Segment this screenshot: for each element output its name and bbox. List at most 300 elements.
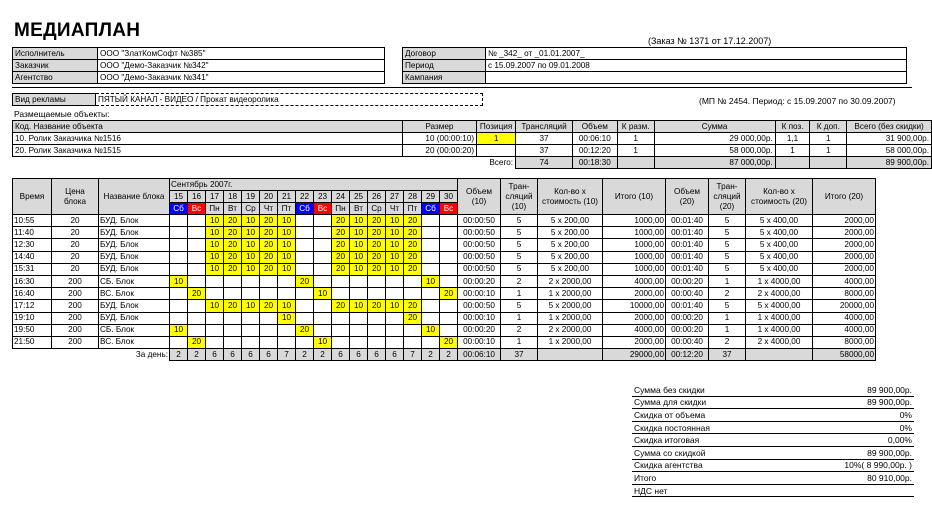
day-cell bbox=[296, 336, 314, 348]
day-total: 2 bbox=[440, 349, 458, 361]
day-cell bbox=[206, 336, 224, 348]
volume-10: 00:00:50 bbox=[458, 215, 501, 227]
qty-cost-20: 5 x 400,00 bbox=[746, 251, 813, 263]
day-number: 20 bbox=[260, 191, 278, 203]
party-label: Заказчик bbox=[13, 60, 98, 72]
total-10: 2000,00 bbox=[603, 312, 666, 324]
objects-total-volume: 00:18:30 bbox=[572, 157, 617, 169]
qty-cost-20: 5 x 400,00 bbox=[746, 215, 813, 227]
row-price: 20 bbox=[52, 239, 99, 251]
day-cell: 20 bbox=[188, 288, 206, 300]
broadcasts-20: 5 bbox=[709, 215, 746, 227]
day-cell: 20 bbox=[368, 263, 386, 275]
day-cell bbox=[404, 288, 422, 300]
total-10: 2000,00 bbox=[603, 288, 666, 300]
day-number: 24 bbox=[332, 191, 350, 203]
day-cell bbox=[314, 312, 332, 324]
day-cell: 10 bbox=[278, 251, 296, 263]
row-time: 19:50 bbox=[13, 324, 52, 336]
broadcasts-20: 1 bbox=[709, 275, 746, 287]
summary-value: 0% bbox=[786, 409, 914, 422]
row-time: 10:55 bbox=[13, 215, 52, 227]
day-cell bbox=[404, 275, 422, 287]
day-cell bbox=[296, 288, 314, 300]
qty-cost-10: 1 x 2000,00 bbox=[538, 288, 603, 300]
schedule-row bbox=[13, 312, 876, 324]
total-10: 1000,00 bbox=[603, 215, 666, 227]
total-volume-20: 00:12:20 bbox=[666, 349, 709, 361]
day-cell: 10 bbox=[278, 239, 296, 251]
object-row bbox=[13, 133, 932, 145]
day-cell bbox=[422, 263, 440, 275]
day-cell: 20 bbox=[404, 263, 422, 275]
weekday: Пт bbox=[404, 203, 422, 215]
summary-value: 89 900,00р. bbox=[786, 396, 914, 409]
day-cell bbox=[422, 336, 440, 348]
schedule-row bbox=[13, 263, 876, 275]
volume-20: 00:00:20 bbox=[666, 324, 709, 336]
day-cell bbox=[242, 324, 260, 336]
row-time: 19:10 bbox=[13, 312, 52, 324]
day-cell: 20 bbox=[368, 227, 386, 239]
summary-label: НДС нет bbox=[632, 484, 786, 497]
schedule-row bbox=[13, 227, 876, 239]
schedule-row bbox=[13, 324, 876, 336]
day-cell: 10 bbox=[350, 227, 368, 239]
day-cell bbox=[332, 312, 350, 324]
tail-header: Объем (20) bbox=[666, 179, 709, 215]
day-cell bbox=[278, 336, 296, 348]
day-cell bbox=[350, 336, 368, 348]
volume-20: 00:00:20 bbox=[666, 312, 709, 324]
object-volume: 00:06:10 bbox=[572, 133, 617, 145]
qty-cost-20: 2 x 4000,00 bbox=[746, 288, 813, 300]
broadcasts-20: 2 bbox=[709, 288, 746, 300]
day-cell: 10 bbox=[242, 227, 260, 239]
day-cell bbox=[224, 324, 242, 336]
object-name: 10. Ролик Заказчика №1516 bbox=[13, 133, 403, 145]
day-cell bbox=[296, 239, 314, 251]
day-cell: 20 bbox=[368, 300, 386, 312]
day-cell: 20 bbox=[440, 288, 458, 300]
volume-10: 00:00:50 bbox=[458, 227, 501, 239]
object-size: 20 (00:00:20) bbox=[402, 145, 476, 157]
day-cell: 20 bbox=[368, 239, 386, 251]
total-volume-10: 00:06:10 bbox=[458, 349, 501, 361]
day-cell bbox=[278, 288, 296, 300]
row-price: 20 bbox=[52, 251, 99, 263]
tail-header: Кол-во х стоимость (20) bbox=[746, 179, 813, 215]
summary-label: Сумма без скидки bbox=[632, 384, 786, 396]
day-cell bbox=[170, 263, 188, 275]
schedule-row bbox=[13, 336, 876, 348]
day-cell bbox=[368, 275, 386, 287]
day-cell bbox=[188, 324, 206, 336]
contract-label: Кампания bbox=[403, 72, 486, 84]
day-total: 2 bbox=[422, 349, 440, 361]
day-cell: 10 bbox=[350, 239, 368, 251]
row-time: 14:40 bbox=[13, 251, 52, 263]
day-cell: 10 bbox=[242, 263, 260, 275]
day-total: 7 bbox=[404, 349, 422, 361]
day-cell: 10 bbox=[386, 300, 404, 312]
day-cell bbox=[188, 275, 206, 287]
volume-10: 00:00:10 bbox=[458, 288, 501, 300]
day-cell: 10 bbox=[278, 263, 296, 275]
schedule-row bbox=[13, 300, 876, 312]
weekday: Вт bbox=[350, 203, 368, 215]
volume-20: 00:01:40 bbox=[666, 215, 709, 227]
day-cell bbox=[260, 336, 278, 348]
object-total: 58 000,00р. bbox=[847, 145, 932, 157]
row-price: 20 bbox=[52, 227, 99, 239]
row-time: 21:50 bbox=[13, 336, 52, 348]
summary-row bbox=[632, 409, 914, 422]
day-cell bbox=[188, 300, 206, 312]
day-cell: 20 bbox=[296, 324, 314, 336]
broadcasts-20: 5 bbox=[709, 227, 746, 239]
summary-value bbox=[786, 484, 914, 497]
weekday: Пн bbox=[332, 203, 350, 215]
day-cell: 10 bbox=[350, 263, 368, 275]
col-header: Код. Название объекта bbox=[13, 121, 403, 133]
tail-header: Тран-сляций (20) bbox=[709, 179, 746, 215]
day-cell: 20 bbox=[332, 251, 350, 263]
day-cell: 20 bbox=[404, 312, 422, 324]
volume-20: 00:00:40 bbox=[666, 288, 709, 300]
object-sum: 29 000,00р. bbox=[654, 133, 775, 145]
day-cell: 20 bbox=[260, 300, 278, 312]
row-block: БУД. Блок bbox=[99, 263, 170, 275]
parties-table bbox=[12, 47, 385, 84]
day-cell bbox=[170, 215, 188, 227]
schedule-grid bbox=[12, 178, 876, 361]
weekday: Сб bbox=[296, 203, 314, 215]
day-cell bbox=[386, 275, 404, 287]
volume-10: 00:00:10 bbox=[458, 336, 501, 348]
day-cell: 20 bbox=[404, 300, 422, 312]
contract-label: Договор bbox=[403, 48, 486, 60]
day-cell: 10 bbox=[206, 239, 224, 251]
broadcasts-20: 1 bbox=[709, 324, 746, 336]
day-cell bbox=[224, 275, 242, 287]
day-number: 25 bbox=[350, 191, 368, 203]
day-cell: 20 bbox=[260, 263, 278, 275]
col-header: Позиция bbox=[477, 121, 516, 133]
day-cell: 20 bbox=[224, 215, 242, 227]
qty-cost-10: 2 x 2000,00 bbox=[538, 324, 603, 336]
day-cell bbox=[314, 324, 332, 336]
day-cell bbox=[278, 324, 296, 336]
day-cell bbox=[440, 275, 458, 287]
day-cell: 10 bbox=[386, 215, 404, 227]
row-time: 15:31 bbox=[13, 263, 52, 275]
day-cell bbox=[296, 300, 314, 312]
day-total: 6 bbox=[206, 349, 224, 361]
day-cell bbox=[224, 312, 242, 324]
summary-value: 0,00% bbox=[786, 434, 914, 447]
weekday: Пт bbox=[278, 203, 296, 215]
party-value: ООО "Демо-Заказчик №342" bbox=[98, 60, 385, 72]
total-20: 2000,00 bbox=[813, 227, 876, 239]
day-cell bbox=[170, 336, 188, 348]
broadcasts-10: 5 bbox=[501, 263, 538, 275]
objects-total-sum: 87 000,00р. bbox=[654, 157, 775, 169]
day-number: 27 bbox=[386, 191, 404, 203]
object-broadcasts: 37 bbox=[516, 145, 573, 157]
day-cell: 20 bbox=[368, 251, 386, 263]
schedule-row bbox=[13, 239, 876, 251]
day-cell: 10 bbox=[206, 300, 224, 312]
weekday: Пн bbox=[206, 203, 224, 215]
day-cell bbox=[422, 288, 440, 300]
day-cell: 10 bbox=[314, 336, 332, 348]
day-cell: 10 bbox=[386, 239, 404, 251]
volume-10: 00:00:20 bbox=[458, 324, 501, 336]
day-number: 29 bbox=[422, 191, 440, 203]
row-price: 200 bbox=[52, 336, 99, 348]
day-cell: 10 bbox=[386, 263, 404, 275]
summary-label: Сумма для скидки bbox=[632, 396, 786, 409]
row-block: СБ. Блок bbox=[99, 275, 170, 287]
day-cell: 20 bbox=[404, 239, 422, 251]
objects-total-row bbox=[13, 157, 932, 169]
ad-type-row bbox=[12, 93, 483, 106]
day-cell: 10 bbox=[170, 324, 188, 336]
total-20: 2000,00 bbox=[813, 215, 876, 227]
row-price: 20 bbox=[52, 263, 99, 275]
col-header: К поз. bbox=[775, 121, 810, 133]
weekday: Вт bbox=[224, 203, 242, 215]
day-cell: 10 bbox=[314, 288, 332, 300]
object-kpos: 1 bbox=[775, 145, 810, 157]
day-cell bbox=[314, 263, 332, 275]
day-cell bbox=[332, 288, 350, 300]
row-price: 200 bbox=[52, 312, 99, 324]
day-cell: 10 bbox=[278, 227, 296, 239]
total-20: 4000,00 bbox=[813, 324, 876, 336]
col-header: Трансляций bbox=[516, 121, 573, 133]
object-position: 1 bbox=[477, 133, 516, 145]
day-total: 6 bbox=[242, 349, 260, 361]
broadcasts-10: 5 bbox=[501, 239, 538, 251]
day-cell bbox=[386, 324, 404, 336]
row-time: 11:40 bbox=[13, 227, 52, 239]
day-cell bbox=[260, 275, 278, 287]
total-10: 4000,00 bbox=[603, 324, 666, 336]
day-cell bbox=[206, 275, 224, 287]
col-header: Объем bbox=[572, 121, 617, 133]
day-cell: 10 bbox=[206, 227, 224, 239]
row-block: БУД. Блок bbox=[99, 300, 170, 312]
total-blank bbox=[746, 349, 813, 361]
object-total: 31 900,00р. bbox=[847, 133, 932, 145]
day-number: 16 bbox=[188, 191, 206, 203]
day-cell: 20 bbox=[224, 227, 242, 239]
summary-row bbox=[632, 421, 914, 434]
total-10: 10000,00 bbox=[603, 300, 666, 312]
row-time: 16:30 bbox=[13, 275, 52, 287]
day-cell bbox=[314, 215, 332, 227]
tail-header: Тран-сляций (10) bbox=[501, 179, 538, 215]
row-price: 200 bbox=[52, 324, 99, 336]
total-20: 20000,00 bbox=[813, 300, 876, 312]
qty-cost-20: 5 x 400,00 bbox=[746, 263, 813, 275]
day-cell bbox=[314, 275, 332, 287]
day-cell bbox=[242, 288, 260, 300]
total-10: 2000,00 bbox=[603, 336, 666, 348]
volume-20: 00:01:40 bbox=[666, 300, 709, 312]
col-header: Сумма bbox=[654, 121, 775, 133]
time-header: Время bbox=[13, 179, 52, 215]
day-cell bbox=[350, 324, 368, 336]
broadcasts-10: 1 bbox=[501, 312, 538, 324]
qty-cost-10: 5 x 200,00 bbox=[538, 239, 603, 251]
day-cell bbox=[440, 227, 458, 239]
day-total: 6 bbox=[350, 349, 368, 361]
summary-row bbox=[632, 484, 914, 497]
volume-20: 00:01:40 bbox=[666, 263, 709, 275]
object-name: 20. Ролик Заказчика №1515 bbox=[13, 145, 403, 157]
day-number: 22 bbox=[296, 191, 314, 203]
broadcasts-20: 2 bbox=[709, 336, 746, 348]
page-title: МЕДИАПЛАН bbox=[14, 20, 141, 41]
volume-20: 00:00:20 bbox=[666, 275, 709, 287]
qty-cost-20: 5 x 400,00 bbox=[746, 239, 813, 251]
total-10: 1000,00 bbox=[603, 263, 666, 275]
day-cell: 20 bbox=[368, 215, 386, 227]
weekday: Вс bbox=[188, 203, 206, 215]
weekday: Ср bbox=[242, 203, 260, 215]
row-time: 16:40 bbox=[13, 288, 52, 300]
summary-row bbox=[632, 384, 914, 396]
total-10: 1000,00 bbox=[603, 239, 666, 251]
schedule-row bbox=[13, 251, 876, 263]
day-total: 6 bbox=[224, 349, 242, 361]
day-cell bbox=[350, 288, 368, 300]
schedule-row bbox=[13, 288, 876, 300]
day-cell: 20 bbox=[260, 251, 278, 263]
qty-cost-10: 1 x 2000,00 bbox=[538, 336, 603, 348]
day-cell bbox=[440, 300, 458, 312]
summary-table bbox=[632, 384, 914, 497]
summary-row bbox=[632, 472, 914, 485]
broadcasts-10: 5 bbox=[501, 227, 538, 239]
day-cell bbox=[332, 324, 350, 336]
day-cell: 20 bbox=[332, 227, 350, 239]
summary-value: 89 900,00р. bbox=[786, 384, 914, 396]
row-block: СБ. Блок bbox=[99, 324, 170, 336]
object-size: 10 (00:00:10) bbox=[402, 133, 476, 145]
day-cell: 10 bbox=[206, 215, 224, 227]
day-number: 28 bbox=[404, 191, 422, 203]
day-cell bbox=[422, 312, 440, 324]
contract-table bbox=[402, 47, 907, 84]
summary-row bbox=[632, 446, 914, 459]
qty-cost-10: 5 x 200,00 bbox=[538, 227, 603, 239]
total-broadcasts-10: 37 bbox=[501, 349, 538, 361]
day-cell bbox=[350, 275, 368, 287]
day-total: 2 bbox=[296, 349, 314, 361]
day-total: 2 bbox=[314, 349, 332, 361]
day-cell bbox=[440, 324, 458, 336]
qty-cost-20: 5 x 4000,00 bbox=[746, 300, 813, 312]
volume-10: 00:00:50 bbox=[458, 263, 501, 275]
qty-cost-10: 2 x 2000,00 bbox=[538, 275, 603, 287]
row-block: БУД. Блок bbox=[99, 251, 170, 263]
day-cell: 10 bbox=[206, 251, 224, 263]
qty-cost-20: 1 x 4000,00 bbox=[746, 324, 813, 336]
day-cell bbox=[224, 336, 242, 348]
day-cell: 20 bbox=[188, 336, 206, 348]
summary-label: Скидка итоговая bbox=[632, 434, 786, 447]
row-block: БУД. Блок bbox=[99, 239, 170, 251]
total-20: 4000,00 bbox=[813, 275, 876, 287]
contract-label: Период bbox=[403, 60, 486, 72]
day-cell: 20 bbox=[404, 227, 422, 239]
volume-20: 00:00:40 bbox=[666, 336, 709, 348]
day-cell bbox=[170, 239, 188, 251]
schedule-row bbox=[13, 215, 876, 227]
day-number: 30 bbox=[440, 191, 458, 203]
day-number: 15 bbox=[170, 191, 188, 203]
object-row bbox=[13, 145, 932, 157]
day-cell bbox=[188, 263, 206, 275]
day-cell: 10 bbox=[386, 251, 404, 263]
day-cell: 20 bbox=[224, 239, 242, 251]
total-10: 4000,00 bbox=[603, 275, 666, 287]
day-cell: 10 bbox=[278, 312, 296, 324]
broadcasts-10: 2 bbox=[501, 324, 538, 336]
day-cell bbox=[440, 239, 458, 251]
row-block: ВС. Блок bbox=[99, 288, 170, 300]
day-cell bbox=[206, 288, 224, 300]
col-header: К доп. bbox=[810, 121, 847, 133]
day-cell: 10 bbox=[350, 215, 368, 227]
day-cell bbox=[368, 312, 386, 324]
day-cell bbox=[188, 215, 206, 227]
total-sum-10: 29000,00 bbox=[603, 349, 666, 361]
day-cell bbox=[440, 251, 458, 263]
day-cell bbox=[278, 275, 296, 287]
weekday: Ср bbox=[368, 203, 386, 215]
summary-label: Скидка агентства bbox=[632, 459, 786, 472]
day-total: 2 bbox=[188, 349, 206, 361]
row-block: БУД. Блок bbox=[99, 312, 170, 324]
day-cell: 20 bbox=[224, 300, 242, 312]
day-cell bbox=[314, 239, 332, 251]
weekday: Вс bbox=[314, 203, 332, 215]
month-header: Сентябрь 2007г. bbox=[170, 179, 458, 191]
object-ksize: 1 bbox=[617, 133, 654, 145]
qty-cost-10: 1 x 2000,00 bbox=[538, 312, 603, 324]
total-20: 8000,00 bbox=[813, 336, 876, 348]
day-cell bbox=[206, 312, 224, 324]
block-header: Название блока bbox=[99, 179, 170, 215]
day-cell: 10 bbox=[386, 227, 404, 239]
day-total: 6 bbox=[332, 349, 350, 361]
day-cell: 10 bbox=[170, 275, 188, 287]
day-cell bbox=[332, 336, 350, 348]
day-cell bbox=[422, 251, 440, 263]
row-block: БУД. Блок bbox=[99, 227, 170, 239]
broadcasts-10: 5 bbox=[501, 300, 538, 312]
day-cell bbox=[386, 336, 404, 348]
divider bbox=[12, 87, 912, 88]
weekday: Сб bbox=[170, 203, 188, 215]
object-ksize: 1 bbox=[617, 145, 654, 157]
weekday: Чт bbox=[260, 203, 278, 215]
